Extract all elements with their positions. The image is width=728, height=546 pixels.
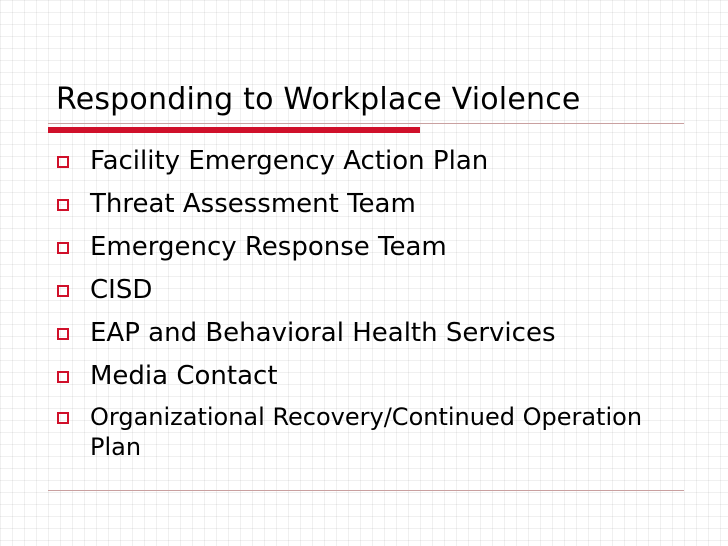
list-item: [48, 316, 688, 350]
bullet-text: Emergency Response Team: [90, 232, 447, 262]
list-item: [48, 273, 688, 307]
bullet-text: Facility Emergency Action Plan: [90, 146, 489, 176]
slide-title: Responding to Workplace Violence: [56, 82, 581, 117]
bullet-list: [48, 144, 688, 462]
title-underline-accent: [48, 127, 420, 133]
bullet-text: CISD: [90, 275, 153, 305]
list-item: [48, 359, 688, 393]
bullet-text: Media Contact: [90, 361, 278, 391]
hollow-square-icon: [57, 412, 69, 424]
list-item: [48, 230, 688, 264]
hollow-square-icon: [57, 371, 69, 383]
list-item: [48, 144, 688, 178]
footer-divider: [48, 490, 684, 491]
hollow-square-icon: [57, 285, 69, 297]
hollow-square-icon: [57, 242, 69, 254]
hollow-square-icon: [57, 328, 69, 340]
list-item: [48, 402, 688, 462]
list-item: [48, 187, 688, 221]
bullet-text: Organizational Recovery/Continued Operation Plan: [90, 403, 643, 461]
bullet-text: Threat Assessment Team: [90, 189, 416, 219]
bullet-text: EAP and Behavioral Health Services: [90, 318, 556, 348]
hollow-square-icon: [57, 156, 69, 168]
hollow-square-icon: [57, 199, 69, 211]
title-underline-thin: [48, 123, 684, 124]
